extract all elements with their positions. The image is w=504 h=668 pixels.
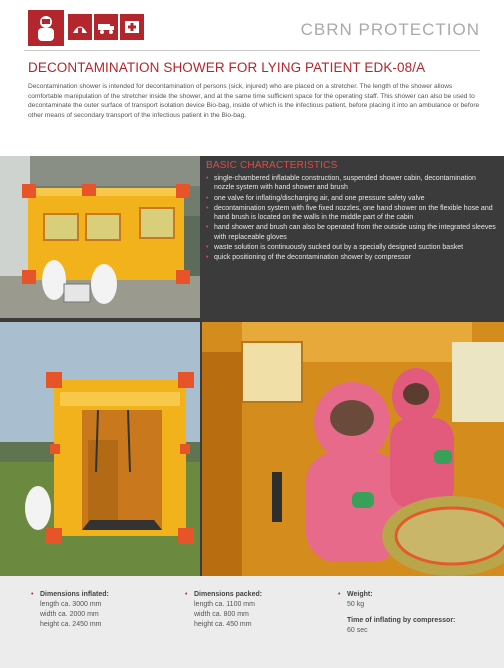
bullet-icon: • <box>338 591 341 598</box>
characteristics-section <box>206 160 496 263</box>
specs-footer <box>0 576 504 668</box>
dimensions-packed-title: Dimensions packed: <box>194 591 263 598</box>
list-item: • waste solution is continuously sucked out by a specially designed suction basket <box>206 243 496 252</box>
photo-staff-in-protective-suits <box>202 322 504 576</box>
spec-line: length ca. 3000 mm <box>40 601 102 608</box>
spec-line: height ca. 2450 mm <box>40 621 102 628</box>
dimensions-packed <box>185 590 263 630</box>
page-title: DECONTAMINATION SHOWER FOR LYING PATIENT EDK-08/A <box>28 60 426 75</box>
bullet-icon: • <box>31 591 34 598</box>
characteristics-title: BASIC CHARACTERISTICS <box>206 160 338 171</box>
photo-tent-with-barrels <box>0 156 200 318</box>
inflating-time-title: Time of inflating by compressor: <box>347 617 456 624</box>
dimensions-inflated <box>31 590 109 630</box>
medical-cross-icon <box>120 14 144 40</box>
header-divider <box>24 50 480 51</box>
weight-value: 50 kg <box>347 601 365 608</box>
list-item: • quick positioning of the decontamination shower by compressor <box>206 253 496 262</box>
bullet-icon: • <box>185 591 188 598</box>
photo-tent-on-grass <box>0 322 200 576</box>
weight-title: Weight: <box>347 591 373 598</box>
weight-and-time <box>338 590 456 636</box>
vehicle-icon <box>94 14 118 40</box>
list-item: • one valve for inflating/discharging air, and one pressure safety valve <box>206 194 496 203</box>
spec-line: length ca. 1100 mm <box>194 601 255 608</box>
inflating-time-value: 60 sec <box>347 627 368 634</box>
list-item: • decontamination system with five fixed nozzles, one hand shower on the flexible hose and hand brush is located on the walls in the middle part of the cabin <box>206 204 496 223</box>
tent-icon <box>68 14 92 40</box>
spec-line: height ca. 450 mm <box>194 621 252 628</box>
spec-line: width ca. 800 mm <box>194 611 249 618</box>
list-item: • hand shower and brush can also be operated from the outside using the integrated sleeves with replaceable gloves <box>206 223 496 242</box>
header <box>0 0 504 58</box>
brand-label: CBRN PROTECTION <box>300 20 480 39</box>
intro-paragraph: Decontamination shower is intended for decontamination of persons (sick, injured) who are placed on a stretcher. The length of the shower allows comfortable manipulation of the stretcher inside the shower, and at the same time sufficient space for the operating staff. This shower can also be used to decontaminate the outer surface of transport isolation device Bio-bag, inside of which is the infectious patient, before placing it into an ambulance or before other means of secondary transport of the infectious patient in the Bio-bag. <box>28 83 480 119</box>
characteristics-list <box>206 174 496 263</box>
list-item: • single-chambered inflatable construction, suspended shower cabin, decontamination nozzle system with hand shower and brush <box>206 174 496 193</box>
spec-line: width ca. 2000 mm <box>40 611 99 618</box>
person-in-suit-icon <box>28 10 64 46</box>
dimensions-inflated-title: Dimensions inflated: <box>40 591 109 598</box>
